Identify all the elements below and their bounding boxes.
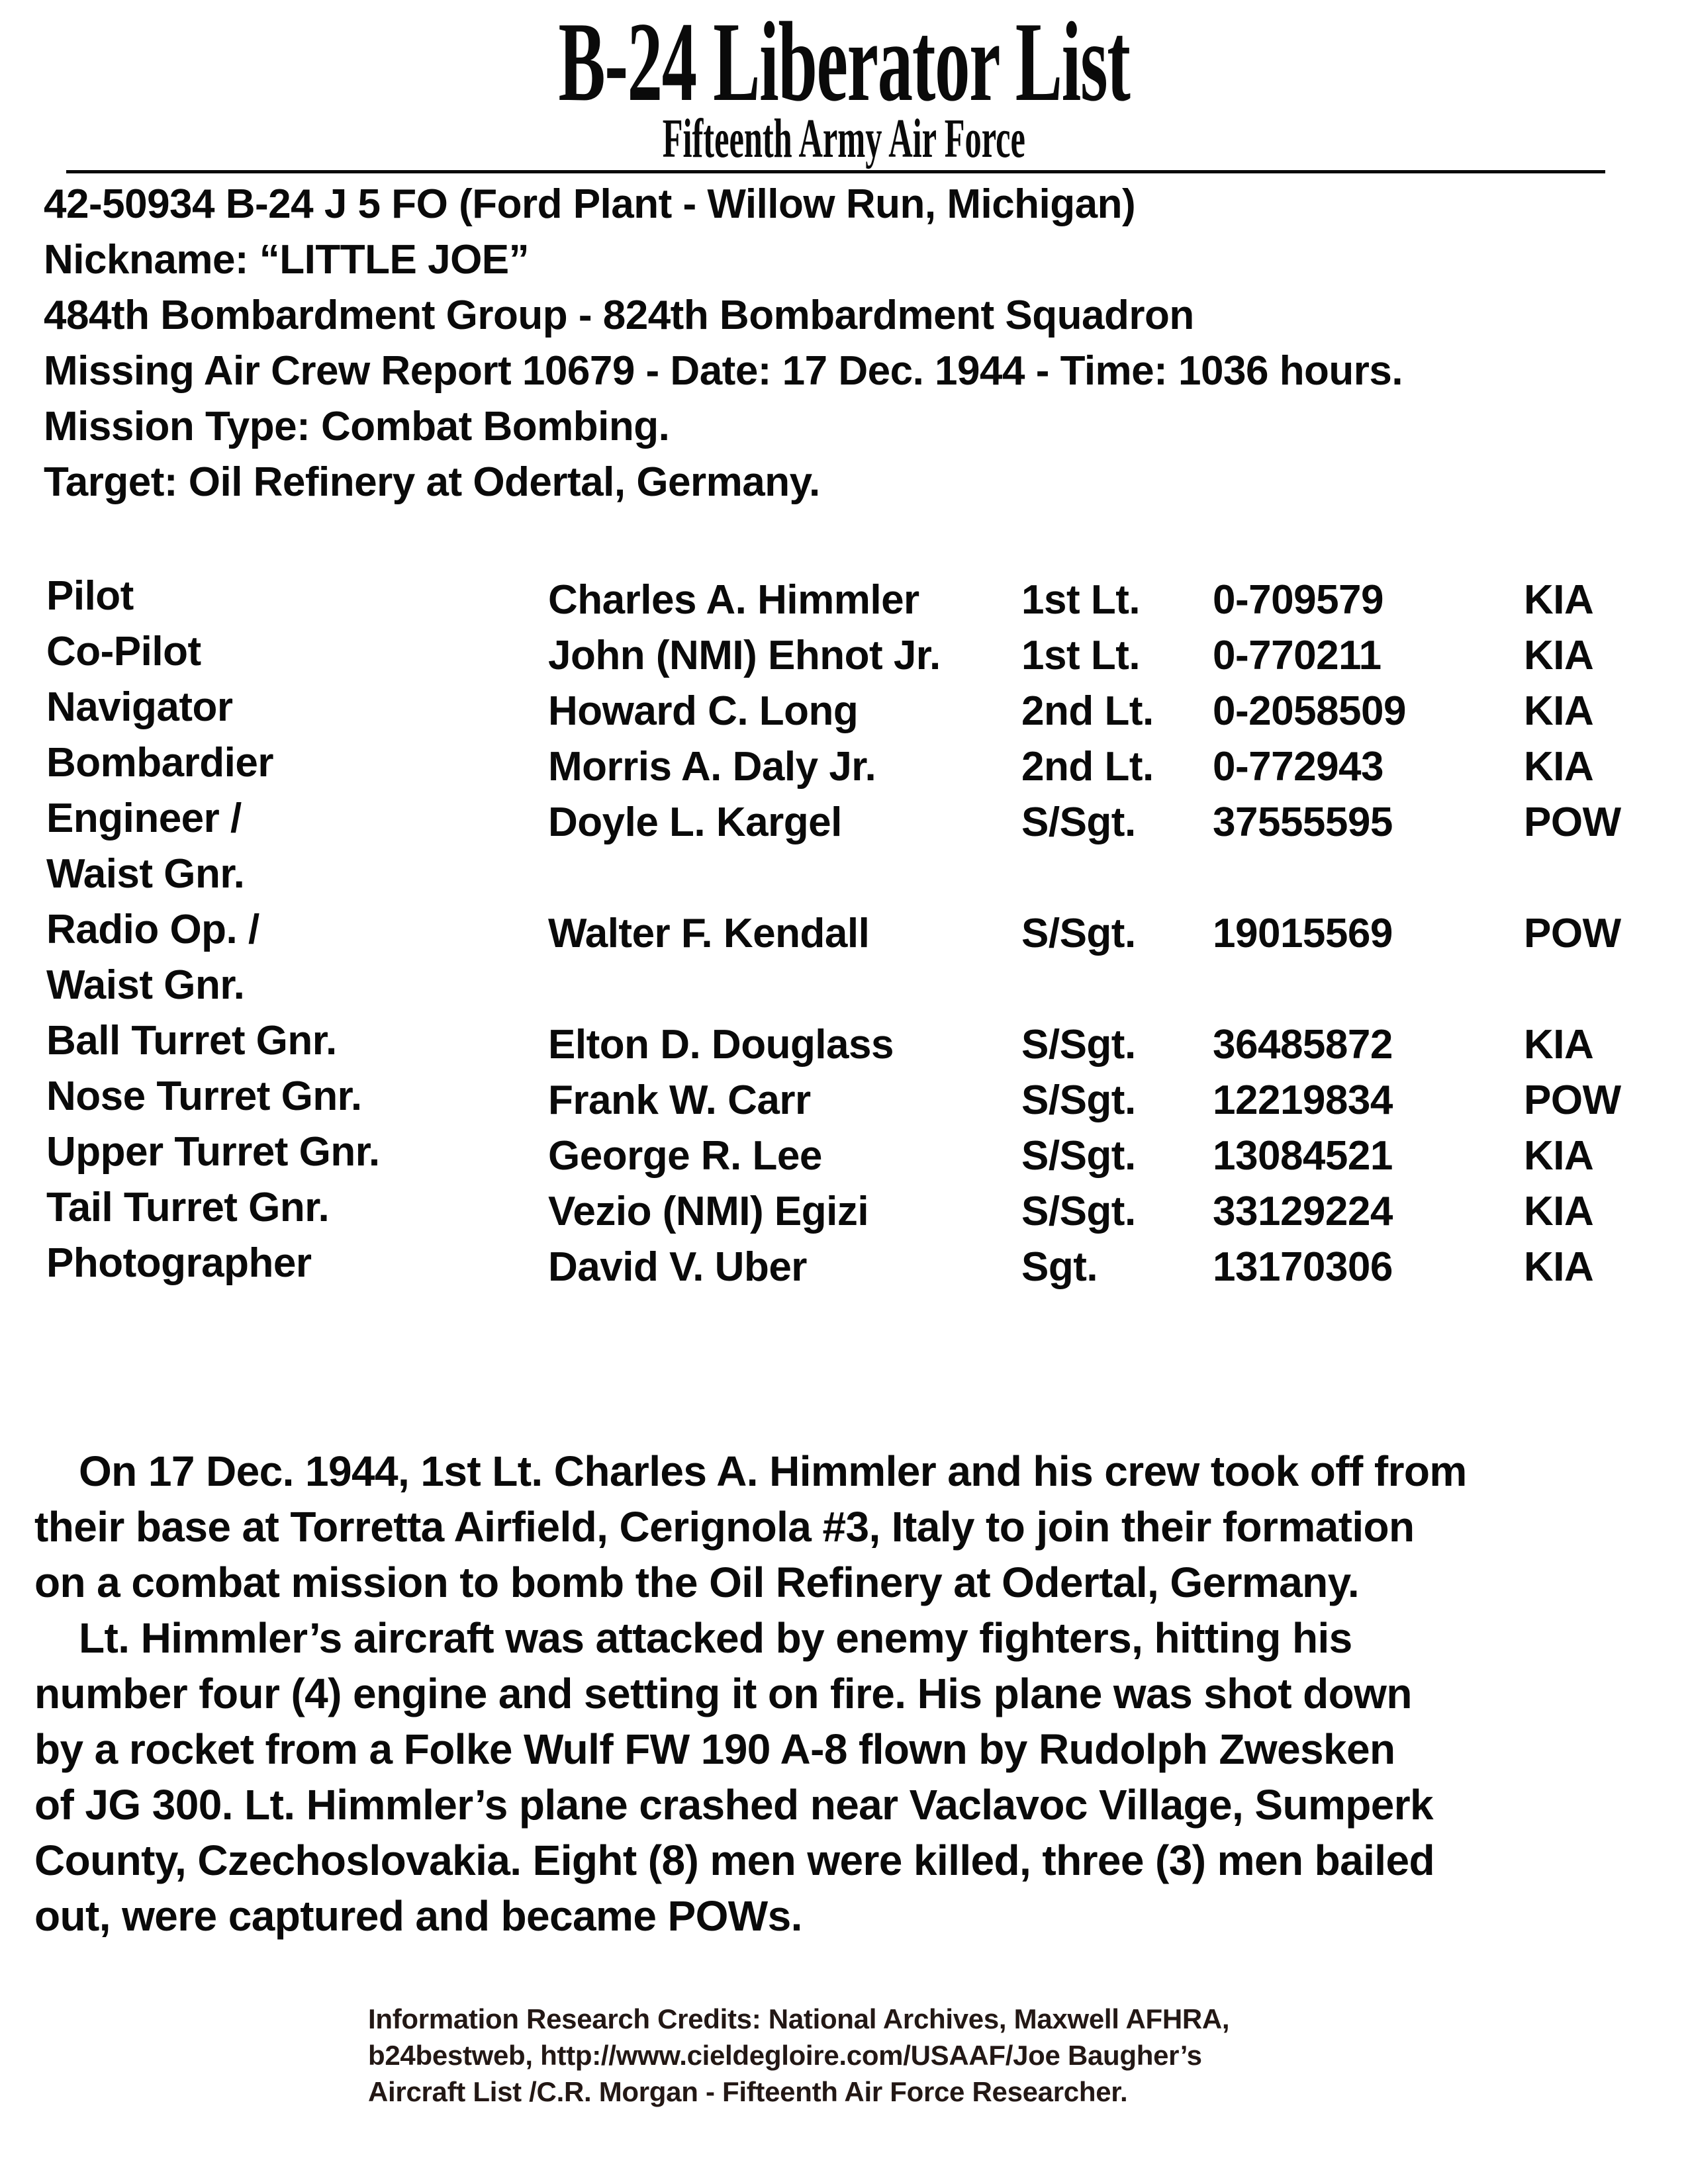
credits-line: Information Research Credits: National Archives, Maxwell AFHRA, xyxy=(368,2003,1230,2034)
crew-status: KIA xyxy=(1524,1244,1594,1290)
page-title xyxy=(0,0,1688,125)
crew-role: Nose Turret Gnr. xyxy=(46,1073,362,1119)
crew-status: KIA xyxy=(1524,1022,1594,1068)
crew-role: Pilot xyxy=(46,573,134,619)
crew-role: Waist Gnr. xyxy=(46,851,245,897)
crew-rank: Sgt. xyxy=(1021,1244,1098,1290)
crew-rank: 1st Lt. xyxy=(1021,633,1141,678)
crew-name: Frank W. Carr xyxy=(548,1077,811,1123)
crew-status: KIA xyxy=(1524,577,1594,623)
crew-status: POW xyxy=(1524,1077,1621,1123)
crew-rank: S/Sgt. xyxy=(1021,1189,1136,1234)
crew-rank: 1st Lt. xyxy=(1021,577,1141,623)
page-title-text: B-24 Liberator List xyxy=(558,0,1130,125)
crew-service-number: 19015569 xyxy=(1213,911,1393,956)
crew-role: Upper Turret Gnr. xyxy=(46,1129,380,1175)
crew-role: Radio Op. / xyxy=(46,907,259,952)
crew-name: Charles A. Himmler xyxy=(548,577,919,623)
narrative-line: out, were captured and became POWs. xyxy=(34,1892,802,1940)
crew-status: KIA xyxy=(1524,1189,1594,1234)
crew-name: Walter F. Kendall xyxy=(548,911,870,956)
page-subtitle-text: Fifteenth Army Air Force xyxy=(662,108,1026,169)
crew-service-number: 0-770211 xyxy=(1213,633,1382,678)
crew-rank: S/Sgt. xyxy=(1021,1077,1136,1123)
crew-rank: 2nd Lt. xyxy=(1021,744,1154,790)
narrative-line: their base at Torretta Airfield, Cerignola #3, Italy to join their formation xyxy=(34,1503,1415,1551)
crew-status: POW xyxy=(1524,911,1621,956)
credits-line: Aircraft List /C.R. Morgan - Fifteenth Air Force Researcher. xyxy=(368,2076,1128,2107)
crew-role: Tail Turret Gnr. xyxy=(46,1185,330,1230)
crew-service-number: 37555595 xyxy=(1213,799,1393,845)
crew-role: Ball Turret Gnr. xyxy=(46,1018,337,1064)
aircraft-mission-type-line: Mission Type: Combat Bombing. xyxy=(44,404,670,449)
crew-rank: S/Sgt. xyxy=(1021,1022,1136,1068)
crew-role: Navigator xyxy=(46,684,233,730)
crew-rank: S/Sgt. xyxy=(1021,1133,1136,1179)
header-divider xyxy=(66,170,1605,173)
page-subtitle xyxy=(0,108,1688,169)
narrative-line: by a rocket from a Folke Wulf FW 190 A-8 flown by Rudolph Zwesken xyxy=(34,1725,1395,1773)
narrative-line: Lt. Himmler’s aircraft was attacked by enemy fighters, hitting his xyxy=(79,1614,1352,1662)
crew-service-number: 12219834 xyxy=(1213,1077,1393,1123)
crew-role: Engineer / xyxy=(46,796,242,841)
credits-line: b24bestweb, http://www.cieldegloire.com/USAAF/Joe Baugher’s xyxy=(368,2040,1202,2071)
aircraft-serial-line: 42-50934 B-24 J 5 FO (Ford Plant - Willow Run, Michigan) xyxy=(44,181,1136,227)
crew-name: John (NMI) Ehnot Jr. xyxy=(548,633,941,678)
crew-service-number: 36485872 xyxy=(1213,1022,1393,1068)
crew-status: POW xyxy=(1524,799,1621,845)
aircraft-unit-line: 484th Bombardment Group - 824th Bombardment Squadron xyxy=(44,293,1194,338)
crew-role: Bombardier xyxy=(46,740,273,786)
crew-name: David V. Uber xyxy=(548,1244,807,1290)
crew-service-number: 13084521 xyxy=(1213,1133,1393,1179)
crew-name: Howard C. Long xyxy=(548,688,859,734)
narrative-line: of JG 300. Lt. Himmler’s plane crashed near Vaclavoc Village, Sumperk xyxy=(34,1781,1434,1829)
crew-role: Co-Pilot xyxy=(46,629,201,674)
narrative-line: On 17 Dec. 1944, 1st Lt. Charles A. Himmler and his crew took off from xyxy=(79,1447,1467,1495)
crew-role: Photographer xyxy=(46,1240,312,1286)
crew-service-number: 0-2058509 xyxy=(1213,688,1406,734)
crew-status: KIA xyxy=(1524,744,1594,790)
crew-name: Doyle L. Kargel xyxy=(548,799,842,845)
aircraft-target-line: Target: Oil Refinery at Odertal, Germany. xyxy=(44,459,820,505)
crew-rank: S/Sgt. xyxy=(1021,799,1136,845)
crew-role: Waist Gnr. xyxy=(46,962,245,1008)
aircraft-nickname-line: Nickname: “LITTLE JOE” xyxy=(44,237,530,283)
crew-service-number: 0-709579 xyxy=(1213,577,1384,623)
crew-name: Vezio (NMI) Egizi xyxy=(548,1189,869,1234)
crew-service-number: 33129224 xyxy=(1213,1189,1393,1234)
narrative-line: on a combat mission to bomb the Oil Refinery at Odertal, Germany. xyxy=(34,1559,1360,1606)
crew-service-number: 0-772943 xyxy=(1213,744,1384,790)
crew-service-number: 13170306 xyxy=(1213,1244,1393,1290)
narrative-line: County, Czechoslovakia. Eight (8) men were killed, three (3) men bailed xyxy=(34,1837,1434,1884)
aircraft-macr-line: Missing Air Crew Report 10679 - Date: 17 Dec. 1944 - Time: 1036 hours. xyxy=(44,348,1403,394)
crew-name: Morris A. Daly Jr. xyxy=(548,744,876,790)
crew-name: George R. Lee xyxy=(548,1133,822,1179)
crew-name: Elton D. Douglass xyxy=(548,1022,894,1068)
crew-status: KIA xyxy=(1524,1133,1594,1179)
crew-rank: S/Sgt. xyxy=(1021,911,1136,956)
crew-status: KIA xyxy=(1524,688,1594,734)
narrative-line: number four (4) engine and setting it on fire. His plane was shot down xyxy=(34,1670,1412,1717)
crew-rank: 2nd Lt. xyxy=(1021,688,1154,734)
crew-status: KIA xyxy=(1524,633,1594,678)
